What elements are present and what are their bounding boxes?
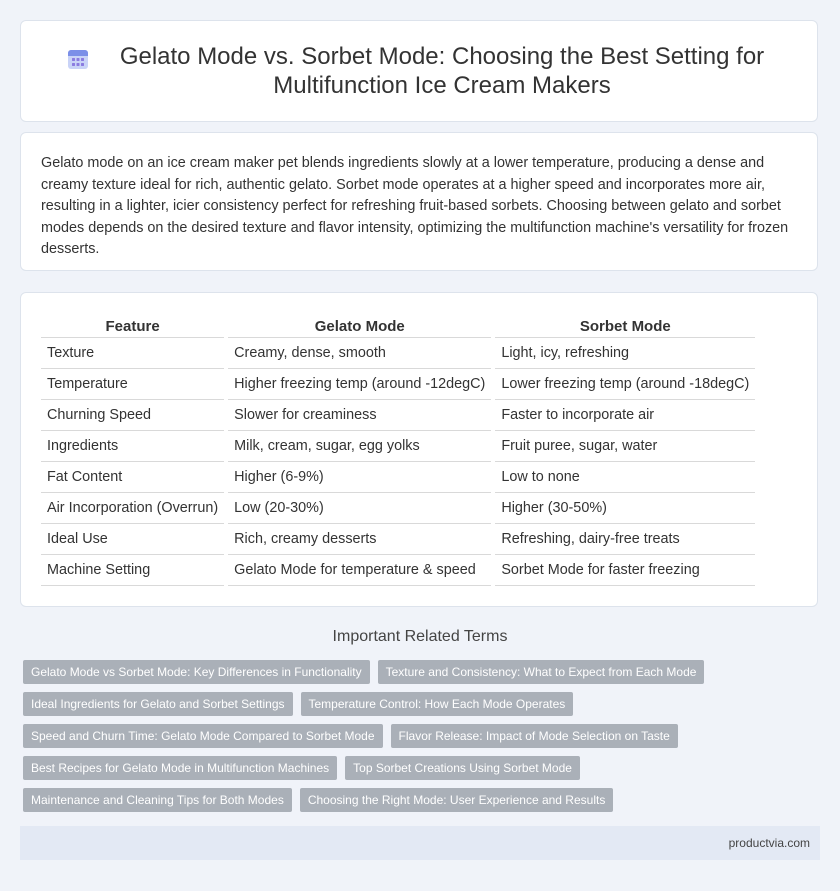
- gelato-cell: Slower for creaminess: [228, 400, 491, 431]
- related-term-tag[interactable]: Texture and Consistency: What to Expect from Each Mode: [378, 660, 705, 684]
- comparison-table: [37, 313, 759, 586]
- header-feature: Feature: [41, 313, 224, 338]
- table-row: [41, 493, 755, 524]
- comparison-card: [20, 292, 818, 607]
- footer: [20, 826, 820, 860]
- related-term-tag[interactable]: Choosing the Right Mode: User Experience and Results: [300, 788, 614, 812]
- related-term-tag[interactable]: Flavor Release: Impact of Mode Selection on Taste: [391, 724, 678, 748]
- table-row: [41, 524, 755, 555]
- feature-cell: Ideal Use: [41, 524, 224, 555]
- sorbet-cell: Fruit puree, sugar, water: [495, 431, 755, 462]
- feature-cell: Ingredients: [41, 431, 224, 462]
- feature-cell: Air Incorporation (Overrun): [41, 493, 224, 524]
- feature-cell: Churning Speed: [41, 400, 224, 431]
- sorbet-cell: Faster to incorporate air: [495, 400, 755, 431]
- related-term-tag[interactable]: Temperature Control: How Each Mode Operates: [301, 692, 574, 716]
- table-row: [41, 555, 755, 586]
- title-wrap: [66, 42, 772, 100]
- feature-cell: Texture: [41, 338, 224, 369]
- table-row: [41, 338, 755, 369]
- feature-cell: Machine Setting: [41, 555, 224, 586]
- table-row: [41, 369, 755, 400]
- related-term-tag[interactable]: Best Recipes for Gelato Mode in Multifunction Machines: [23, 756, 337, 780]
- gelato-cell: Higher (6-9%): [228, 462, 491, 493]
- gelato-cell: Milk, cream, sugar, egg yolks: [228, 431, 491, 462]
- sorbet-cell: Sorbet Mode for faster freezing: [495, 555, 755, 586]
- gelato-cell: Low (20-30%): [228, 493, 491, 524]
- gelato-cell: Higher freezing temp (around -12degC): [228, 369, 491, 400]
- tag-row: [23, 724, 743, 748]
- intro-text: Gelato mode on an ice cream maker pet blends ingredients slowly at a lower temperature, producing a dense and creamy texture ideal for rich, authentic gelato. Sorbet mode operates at a higher speed and incorporates more air, resulting in a lighter, icier consistency perfect for refreshing fruit-based sorbets. Choosing between gelato and sorbet modes depends on the desired texture and flavor intensity, optimizing the multifunction machine's versatility for frozen desserts.: [41, 155, 789, 258]
- tag-row: [23, 660, 743, 684]
- gelato-cell: Creamy, dense, smooth: [228, 338, 491, 369]
- calendar-icon: [66, 47, 90, 71]
- sorbet-cell: Low to none: [495, 462, 755, 493]
- footer-site-link[interactable]: productvia.com: [728, 836, 810, 850]
- related-terms-heading: Important Related Terms: [332, 628, 508, 645]
- table-row: [41, 462, 755, 493]
- related-term-tag[interactable]: Top Sorbet Creations Using Sorbet Mode: [345, 756, 580, 780]
- gelato-cell: Gelato Mode for temperature & speed: [228, 555, 491, 586]
- table-row: [41, 400, 755, 431]
- related-terms-list: [23, 660, 743, 820]
- related-term-tag[interactable]: Ideal Ingredients for Gelato and Sorbet Settings: [23, 692, 293, 716]
- related-term-tag[interactable]: Speed and Churn Time: Gelato Mode Compared to Sorbet Mode: [23, 724, 383, 748]
- tag-row: [23, 788, 743, 812]
- related-term-tag[interactable]: Maintenance and Cleaning Tips for Both Modes: [23, 788, 292, 812]
- header-gelato-mode: Gelato Mode: [228, 313, 491, 338]
- feature-cell: Temperature: [41, 369, 224, 400]
- gelato-cell: Rich, creamy desserts: [228, 524, 491, 555]
- table-row: [41, 431, 755, 462]
- header-sorbet-mode: Sorbet Mode: [495, 313, 755, 338]
- related-term-tag[interactable]: Gelato Mode vs Sorbet Mode: Key Differences in Functionality: [23, 660, 370, 684]
- sorbet-cell: Higher (30-50%): [495, 493, 755, 524]
- sorbet-cell: Light, icy, refreshing: [495, 338, 755, 369]
- sorbet-cell: Refreshing, dairy-free treats: [495, 524, 755, 555]
- intro-card: [20, 132, 818, 271]
- page-title: Gelato Mode vs. Sorbet Mode: Choosing the Best Setting for Multifunction Ice Cream Makers: [119, 43, 765, 99]
- table-header-row: [41, 313, 755, 338]
- feature-cell: Fat Content: [41, 462, 224, 493]
- tag-row: [23, 692, 743, 716]
- title-card: [20, 20, 818, 122]
- sorbet-cell: Lower freezing temp (around -18degC): [495, 369, 755, 400]
- tag-row: [23, 756, 743, 780]
